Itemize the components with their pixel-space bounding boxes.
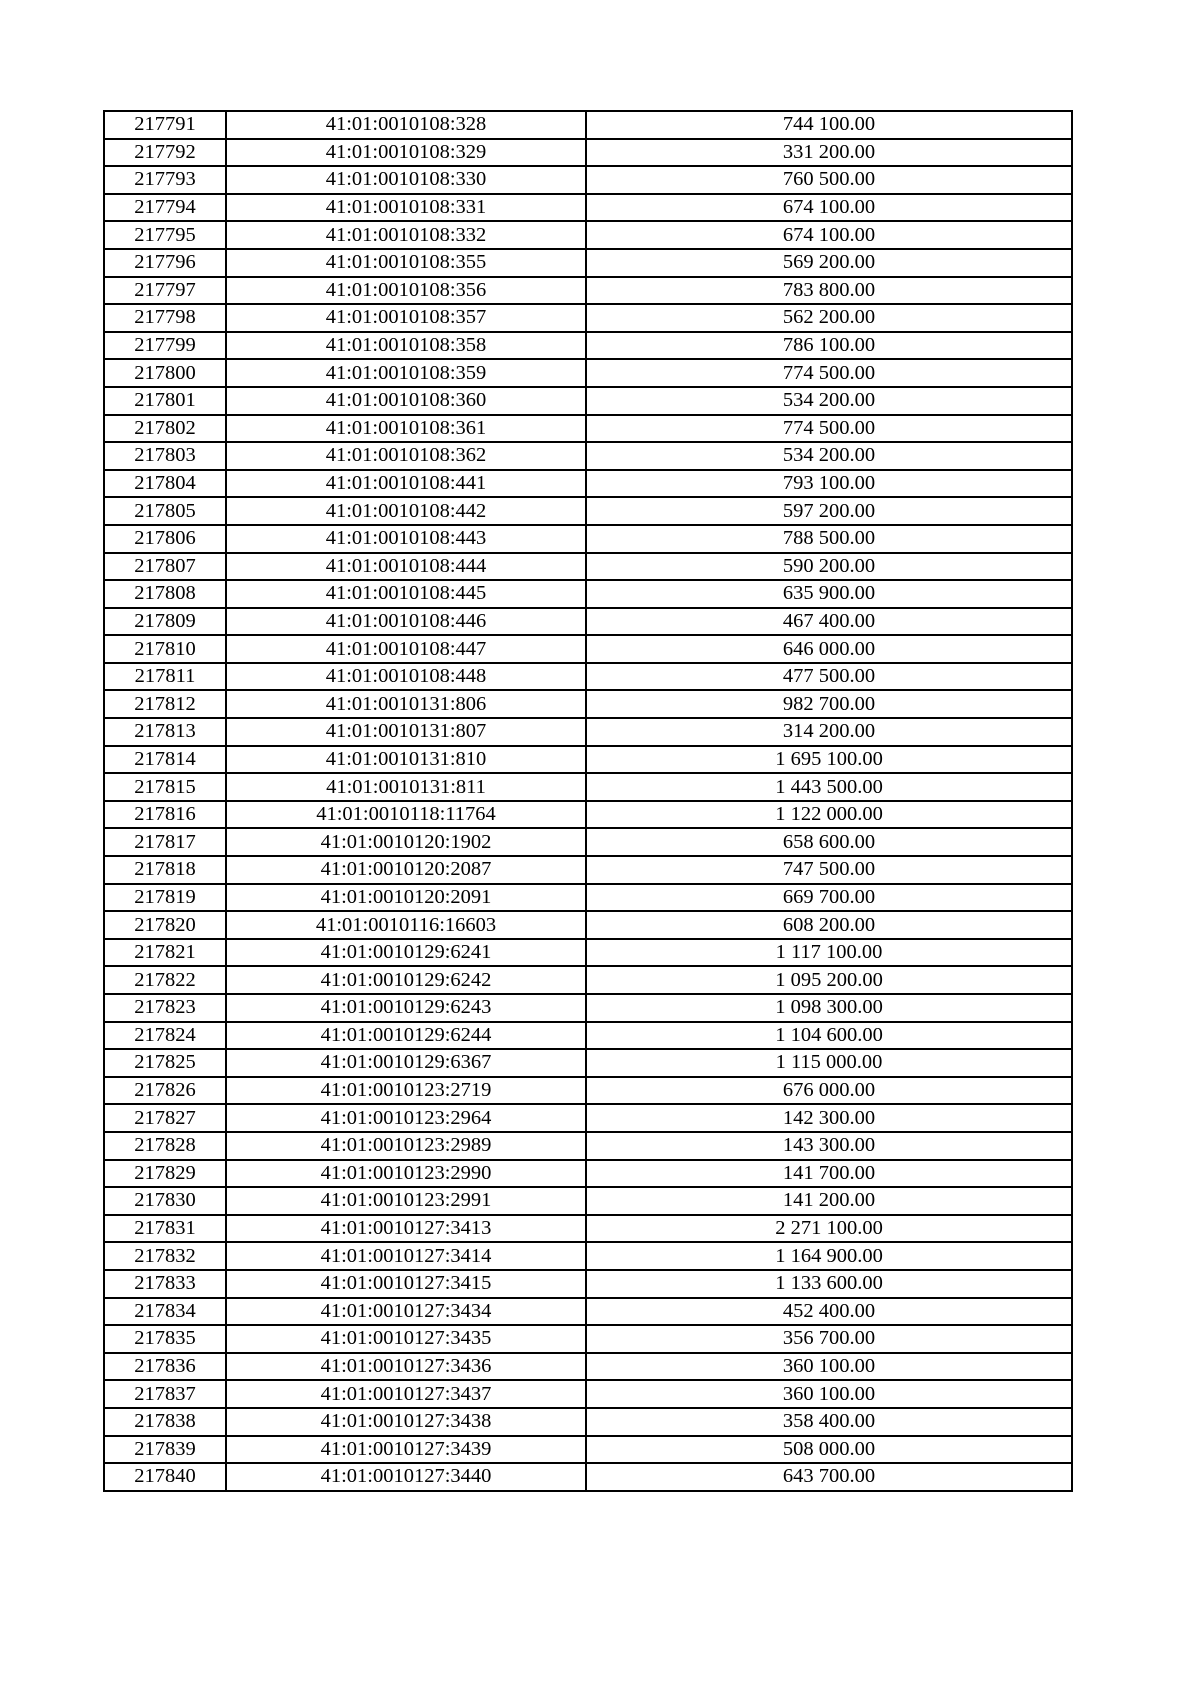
table-row	[104, 1325, 1072, 1353]
table-row	[104, 415, 1072, 443]
cadastral-number-cell: 41:01:0010108:442	[226, 497, 586, 525]
cadastral-value-cell: 1 133 600.00	[586, 1270, 1072, 1298]
table-row	[104, 690, 1072, 718]
table-row	[104, 553, 1072, 581]
table-row	[104, 608, 1072, 636]
cadastral-value-cell: 1 095 200.00	[586, 966, 1072, 994]
table-row	[104, 994, 1072, 1022]
table-row	[104, 966, 1072, 994]
cadastral-number-cell: 41:01:0010123:2964	[226, 1104, 586, 1132]
table-row	[104, 828, 1072, 856]
row-number-cell: 217801	[104, 387, 226, 415]
row-number-cell: 217794	[104, 194, 226, 222]
cadastral-number-cell: 41:01:0010108:447	[226, 635, 586, 663]
table-row	[104, 884, 1072, 912]
table-row	[104, 1022, 1072, 1050]
table-row	[104, 1049, 1072, 1077]
row-number-cell: 217804	[104, 470, 226, 498]
cadastral-number-cell: 41:01:0010108:359	[226, 359, 586, 387]
row-number-cell: 217796	[104, 249, 226, 277]
table-row	[104, 166, 1072, 194]
row-number-cell: 217834	[104, 1298, 226, 1326]
table-row	[104, 1436, 1072, 1464]
row-number-cell: 217813	[104, 718, 226, 746]
cadastral-number-cell: 41:01:0010123:2990	[226, 1160, 586, 1188]
cadastral-value-cell: 783 800.00	[586, 277, 1072, 305]
cadastral-number-cell: 41:01:0010127:3437	[226, 1380, 586, 1408]
table-row	[104, 525, 1072, 553]
cadastral-value-cell: 793 100.00	[586, 470, 1072, 498]
cadastral-number-cell: 41:01:0010127:3415	[226, 1270, 586, 1298]
row-number-cell: 217829	[104, 1160, 226, 1188]
cadastral-number-cell: 41:01:0010127:3436	[226, 1353, 586, 1381]
cadastral-number-cell: 41:01:0010127:3440	[226, 1463, 586, 1491]
cadastral-value-cell: 141 200.00	[586, 1187, 1072, 1215]
cadastral-number-cell: 41:01:0010127:3434	[226, 1298, 586, 1326]
row-number-cell: 217815	[104, 773, 226, 801]
cadastral-number-cell: 41:01:0010131:806	[226, 690, 586, 718]
row-number-cell: 217833	[104, 1270, 226, 1298]
table-row	[104, 1077, 1072, 1105]
table-row	[104, 277, 1072, 305]
row-number-cell: 217836	[104, 1353, 226, 1381]
cadastral-number-cell: 41:01:0010108:357	[226, 304, 586, 332]
table-row	[104, 139, 1072, 167]
cadastral-number-cell: 41:01:0010108:360	[226, 387, 586, 415]
cadastral-number-cell: 41:01:0010108:328	[226, 111, 586, 139]
cadastral-number-cell: 41:01:0010116:16603	[226, 911, 586, 939]
cadastral-value-cell: 1 695 100.00	[586, 746, 1072, 774]
table-row	[104, 635, 1072, 663]
row-number-cell: 217840	[104, 1463, 226, 1491]
cadastral-value-cell: 1 443 500.00	[586, 773, 1072, 801]
cadastral-number-cell: 41:01:0010129:6243	[226, 994, 586, 1022]
table-row	[104, 1353, 1072, 1381]
cadastral-number-cell: 41:01:0010127:3435	[226, 1325, 586, 1353]
table-row	[104, 911, 1072, 939]
cadastral-number-cell: 41:01:0010120:2087	[226, 856, 586, 884]
row-number-cell: 217831	[104, 1215, 226, 1243]
cadastral-value-table	[103, 110, 1073, 1492]
cadastral-number-cell: 41:01:0010120:1902	[226, 828, 586, 856]
table-row	[104, 1104, 1072, 1132]
cadastral-value-cell: 314 200.00	[586, 718, 1072, 746]
table-row	[104, 1270, 1072, 1298]
cadastral-value-cell: 508 000.00	[586, 1436, 1072, 1464]
row-number-cell: 217818	[104, 856, 226, 884]
table-row	[104, 387, 1072, 415]
row-number-cell: 217797	[104, 277, 226, 305]
cadastral-number-cell: 41:01:0010127:3413	[226, 1215, 586, 1243]
cadastral-number-cell: 41:01:0010108:330	[226, 166, 586, 194]
row-number-cell: 217839	[104, 1436, 226, 1464]
cadastral-number-cell: 41:01:0010127:3439	[226, 1436, 586, 1464]
row-number-cell: 217812	[104, 690, 226, 718]
cadastral-number-cell: 41:01:0010129:6241	[226, 939, 586, 967]
row-number-cell: 217824	[104, 1022, 226, 1050]
cadastral-number-cell: 41:01:0010129:6244	[226, 1022, 586, 1050]
cadastral-value-cell: 1 117 100.00	[586, 939, 1072, 967]
table-row	[104, 1298, 1072, 1326]
cadastral-number-cell: 41:01:0010118:11764	[226, 801, 586, 829]
row-number-cell: 217816	[104, 801, 226, 829]
cadastral-number-cell: 41:01:0010108:362	[226, 442, 586, 470]
table-row	[104, 773, 1072, 801]
row-number-cell: 217820	[104, 911, 226, 939]
cadastral-number-cell: 41:01:0010108:448	[226, 663, 586, 691]
cadastral-value-cell: 1 104 600.00	[586, 1022, 1072, 1050]
cadastral-value-cell: 658 600.00	[586, 828, 1072, 856]
cadastral-value-cell: 569 200.00	[586, 249, 1072, 277]
cadastral-value-cell: 360 100.00	[586, 1380, 1072, 1408]
cadastral-value-cell: 597 200.00	[586, 497, 1072, 525]
row-number-cell: 217826	[104, 1077, 226, 1105]
cadastral-value-cell: 744 100.00	[586, 111, 1072, 139]
cadastral-number-cell: 41:01:0010131:807	[226, 718, 586, 746]
table-row	[104, 746, 1072, 774]
cadastral-number-cell: 41:01:0010120:2091	[226, 884, 586, 912]
table-row	[104, 1408, 1072, 1436]
table-row	[104, 332, 1072, 360]
table-row	[104, 1463, 1072, 1491]
cadastral-number-cell: 41:01:0010108:355	[226, 249, 586, 277]
cadastral-value-cell: 1 115 000.00	[586, 1049, 1072, 1077]
cadastral-value-cell: 467 400.00	[586, 608, 1072, 636]
row-number-cell: 217821	[104, 939, 226, 967]
table-row	[104, 359, 1072, 387]
cadastral-number-cell: 41:01:0010108:361	[226, 415, 586, 443]
cadastral-value-cell: 674 100.00	[586, 194, 1072, 222]
cadastral-value-cell: 356 700.00	[586, 1325, 1072, 1353]
table-row	[104, 304, 1072, 332]
table-row	[104, 801, 1072, 829]
row-number-cell: 217792	[104, 139, 226, 167]
row-number-cell: 217828	[104, 1132, 226, 1160]
table-row	[104, 497, 1072, 525]
cadastral-value-cell: 786 100.00	[586, 332, 1072, 360]
table-row	[104, 1160, 1072, 1188]
row-number-cell: 217830	[104, 1187, 226, 1215]
cadastral-number-cell: 41:01:0010127:3438	[226, 1408, 586, 1436]
table-row	[104, 442, 1072, 470]
table-row	[104, 939, 1072, 967]
cadastral-value-cell: 774 500.00	[586, 359, 1072, 387]
table-row	[104, 1132, 1072, 1160]
cadastral-value-cell: 774 500.00	[586, 415, 1072, 443]
row-number-cell: 217806	[104, 525, 226, 553]
cadastral-number-cell: 41:01:0010131:810	[226, 746, 586, 774]
table-row	[104, 249, 1072, 277]
cadastral-value-cell: 590 200.00	[586, 553, 1072, 581]
table-row	[104, 1380, 1072, 1408]
row-number-cell: 217823	[104, 994, 226, 1022]
row-number-cell: 217814	[104, 746, 226, 774]
row-number-cell: 217799	[104, 332, 226, 360]
cadastral-number-cell: 41:01:0010108:444	[226, 553, 586, 581]
table-row	[104, 1187, 1072, 1215]
cadastral-number-cell: 41:01:0010129:6367	[226, 1049, 586, 1077]
cadastral-value-cell: 534 200.00	[586, 387, 1072, 415]
row-number-cell: 217817	[104, 828, 226, 856]
cadastral-number-cell: 41:01:0010108:331	[226, 194, 586, 222]
table-row	[104, 111, 1072, 139]
cadastral-number-cell: 41:01:0010108:329	[226, 139, 586, 167]
row-number-cell: 217791	[104, 111, 226, 139]
cadastral-value-cell: 674 100.00	[586, 221, 1072, 249]
cadastral-value-cell: 331 200.00	[586, 139, 1072, 167]
row-number-cell: 217810	[104, 635, 226, 663]
cadastral-value-cell: 1 122 000.00	[586, 801, 1072, 829]
table-row	[104, 718, 1072, 746]
cadastral-value-cell: 562 200.00	[586, 304, 1072, 332]
row-number-cell: 217808	[104, 580, 226, 608]
cadastral-number-cell: 41:01:0010131:811	[226, 773, 586, 801]
cadastral-value-cell: 669 700.00	[586, 884, 1072, 912]
table-row	[104, 194, 1072, 222]
cadastral-value-cell: 635 900.00	[586, 580, 1072, 608]
row-number-cell: 217827	[104, 1104, 226, 1132]
cadastral-value-cell: 646 000.00	[586, 635, 1072, 663]
cadastral-number-cell: 41:01:0010108:443	[226, 525, 586, 553]
row-number-cell: 217802	[104, 415, 226, 443]
cadastral-value-cell: 358 400.00	[586, 1408, 1072, 1436]
cadastral-number-cell: 41:01:0010123:2719	[226, 1077, 586, 1105]
cadastral-value-cell: 360 100.00	[586, 1353, 1072, 1381]
cadastral-value-cell: 982 700.00	[586, 690, 1072, 718]
row-number-cell: 217793	[104, 166, 226, 194]
cadastral-number-cell: 41:01:0010108:441	[226, 470, 586, 498]
cadastral-number-cell: 41:01:0010108:445	[226, 580, 586, 608]
row-number-cell: 217838	[104, 1408, 226, 1436]
cadastral-value-cell: 1 098 300.00	[586, 994, 1072, 1022]
row-number-cell: 217803	[104, 442, 226, 470]
cadastral-value-cell: 2 271 100.00	[586, 1215, 1072, 1243]
table-row	[104, 1215, 1072, 1243]
cadastral-number-cell: 41:01:0010108:332	[226, 221, 586, 249]
cadastral-value-cell: 747 500.00	[586, 856, 1072, 884]
cadastral-value-cell: 534 200.00	[586, 442, 1072, 470]
table-row	[104, 221, 1072, 249]
cadastral-number-cell: 41:01:0010123:2991	[226, 1187, 586, 1215]
row-number-cell: 217805	[104, 497, 226, 525]
row-number-cell: 217832	[104, 1242, 226, 1270]
row-number-cell: 217837	[104, 1380, 226, 1408]
cadastral-number-cell: 41:01:0010127:3414	[226, 1242, 586, 1270]
table-row	[104, 470, 1072, 498]
row-number-cell: 217822	[104, 966, 226, 994]
row-number-cell: 217811	[104, 663, 226, 691]
row-number-cell: 217795	[104, 221, 226, 249]
cadastral-value-cell: 142 300.00	[586, 1104, 1072, 1132]
cadastral-value-cell: 608 200.00	[586, 911, 1072, 939]
cadastral-value-cell: 788 500.00	[586, 525, 1072, 553]
cadastral-number-cell: 41:01:0010108:356	[226, 277, 586, 305]
cadastral-number-cell: 41:01:0010123:2989	[226, 1132, 586, 1160]
cadastral-value-cell: 143 300.00	[586, 1132, 1072, 1160]
row-number-cell: 217800	[104, 359, 226, 387]
cadastral-value-cell: 452 400.00	[586, 1298, 1072, 1326]
row-number-cell: 217835	[104, 1325, 226, 1353]
cadastral-value-cell: 477 500.00	[586, 663, 1072, 691]
table-row	[104, 580, 1072, 608]
table-body	[104, 111, 1072, 1491]
table-row	[104, 663, 1072, 691]
cadastral-number-cell: 41:01:0010108:358	[226, 332, 586, 360]
cadastral-value-cell: 141 700.00	[586, 1160, 1072, 1188]
table-row	[104, 856, 1072, 884]
table-row	[104, 1242, 1072, 1270]
cadastral-value-cell: 676 000.00	[586, 1077, 1072, 1105]
cadastral-number-cell: 41:01:0010129:6242	[226, 966, 586, 994]
row-number-cell: 217807	[104, 553, 226, 581]
cadastral-number-cell: 41:01:0010108:446	[226, 608, 586, 636]
cadastral-value-cell: 643 700.00	[586, 1463, 1072, 1491]
row-number-cell: 217798	[104, 304, 226, 332]
row-number-cell: 217825	[104, 1049, 226, 1077]
row-number-cell: 217809	[104, 608, 226, 636]
cadastral-value-cell: 760 500.00	[586, 166, 1072, 194]
cadastral-value-cell: 1 164 900.00	[586, 1242, 1072, 1270]
row-number-cell: 217819	[104, 884, 226, 912]
